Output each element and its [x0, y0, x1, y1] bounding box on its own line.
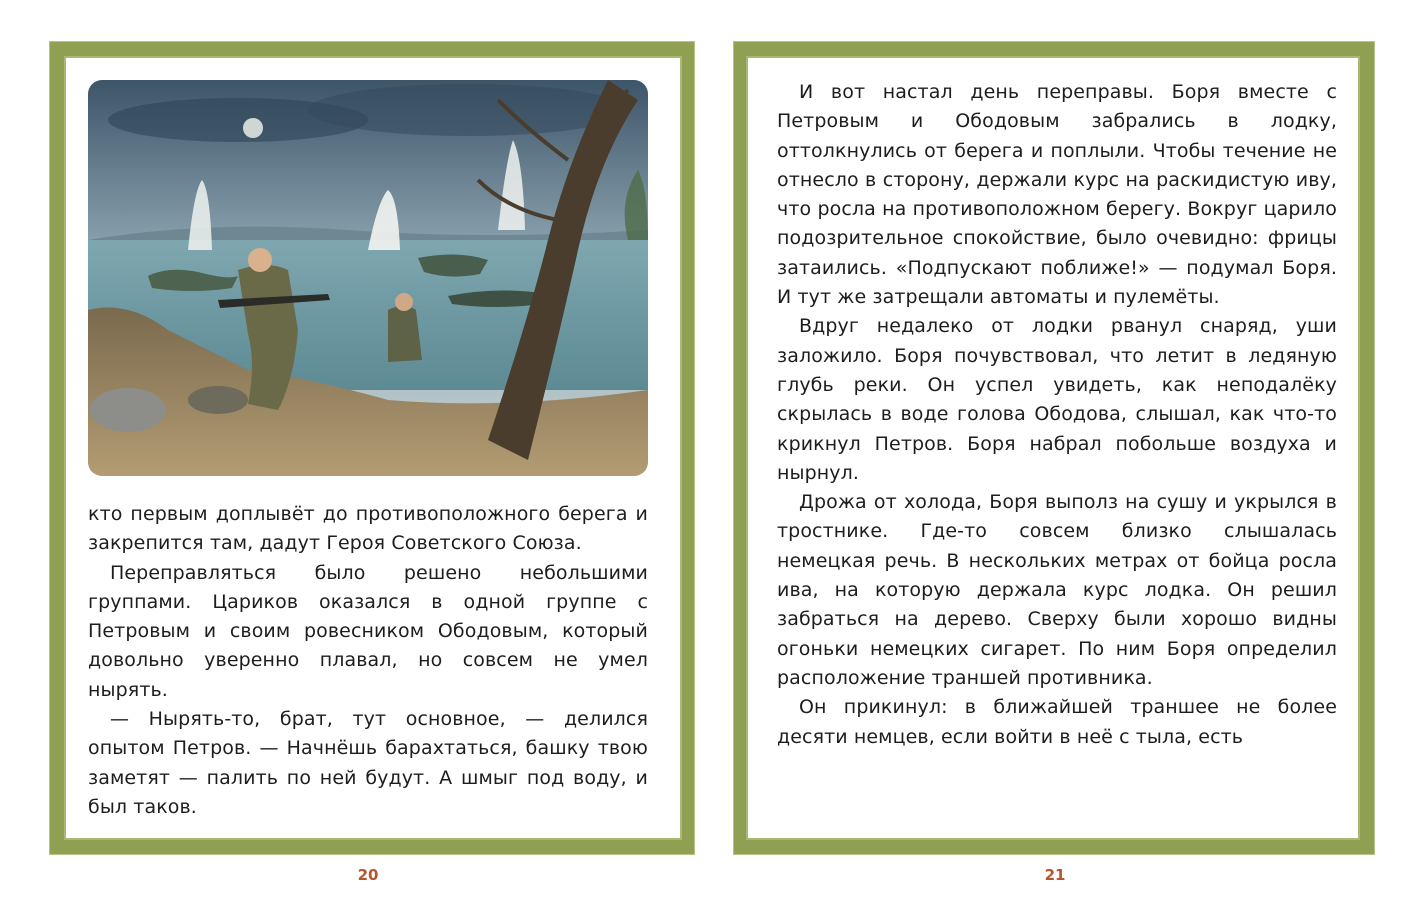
page-number-left: 20: [357, 866, 379, 884]
paragraph: кто первым доплывёт до противоположного берега и закрепится там, дадут Героя Советского Союза.: [88, 503, 648, 555]
paragraph: — Нырять-то, брат, тут основное, — делился опытом Петров. — Начнёшь барахтаться, башку твою заметят — палить по ней будут. А шмыг под воду, и был таков.: [88, 708, 648, 818]
river-crossing-illustration: [88, 80, 648, 476]
left-page-text: [88, 500, 648, 822]
paragraph: Переправляться было решено небольшими группами. Цариков оказался в одной группе с Петровым и своим ровесником Ободовым, который довольно уверенно плавал, но совсем не умел нырять.: [88, 561, 648, 701]
page-number-right: 21: [1044, 866, 1066, 884]
paragraph: И вот настал день переправы. Боря вместе с Петровым и Ободовым забрались в лодку, оттолкнулись от берега и поплыли. Чтобы течение не отнесло в сторону, держали курс на раскидистую иву, что росла на противоположном берегу. Вокруг царило подозрительное спокойствие, было очевидно: фрицы затаились. «Подпускают поближе!» — подумал Боря. И тут же затрещали автоматы и пулемёты.: [777, 81, 1337, 309]
right-page-text: [777, 78, 1337, 752]
paragraph: Дрожа от холода, Боря выполз на сушу и укрылся в тростнике. Где-то совсем близко слышалась немецкая речь. В нескольких метрах от бойца росла ива, на которую держала курс лодка. Он решил забраться на дерево. Сверху были хорошо видны огоньки немецких сигарет. По ним Боря определил расположение траншей противника.: [777, 491, 1337, 689]
paragraph: Он прикинул: в ближайшей траншее не более десяти немцев, если войти в неё с тыла, есть: [777, 696, 1337, 748]
paragraph: Вдруг недалеко от лодки рванул снаряд, уши заложило. Боря почувствовал, что летит в ледяную глубь реки. Он успел увидеть, как неподалёку скрылась в воде голова Ободова, слышал, как что-то крикнул Петров. Боря набрал побольше воздуха и нырнул.: [777, 315, 1337, 484]
illustration-drawing: [88, 80, 648, 476]
